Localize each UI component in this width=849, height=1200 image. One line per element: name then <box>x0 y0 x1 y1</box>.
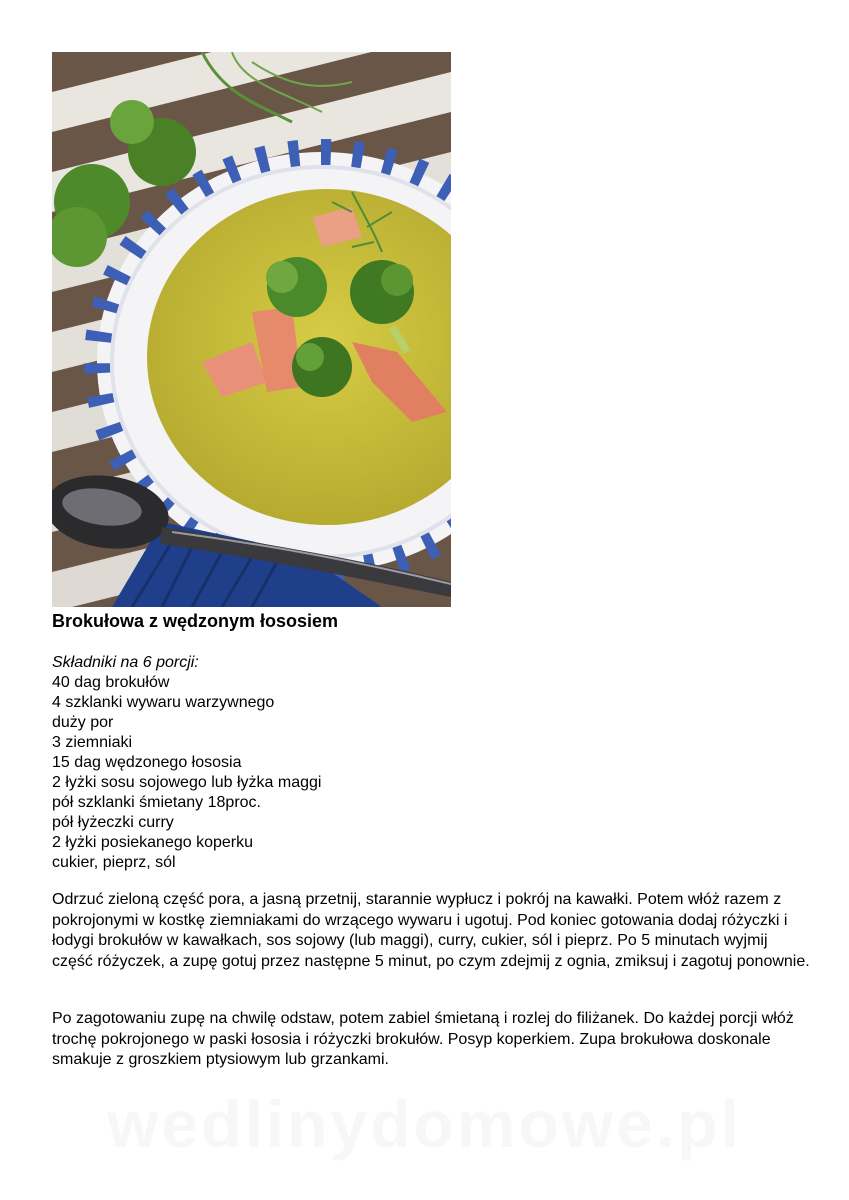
recipe-title: Brokułowa z wędzonym łososiem <box>52 611 339 631</box>
instructions-paragraph-2: Po zagotowaniu zupę na chwilę odstaw, potem zabiel śmietaną i rozlej do filiżanek. Do każdej porcji włóż trochę pokrojonego w paski łososia i różyczki brokułów. Posyp koperkiem. Zupa brokułowa doskonale smakuje z groszkiem ptysiowym lub grzankami. <box>52 1010 794 1068</box>
ingredient-item: 4 szklanki wywaru warzywnego <box>52 694 275 711</box>
ingredient-item: 2 łyżki sosu sojowego lub łyżka maggi <box>52 774 322 791</box>
watermark: wedlinydomowe.pl <box>107 1087 742 1161</box>
ingredient-item: 3 ziemniaki <box>52 734 133 751</box>
ingredients-list <box>52 653 321 873</box>
recipe-photo <box>52 52 451 607</box>
ingredient-item: 15 dag wędzonego łososia <box>52 754 242 771</box>
ingredient-item: pół łyżeczki curry <box>52 814 174 831</box>
instructions-paragraph-1: Odrzuć zieloną część pora, a jasną przetnij, starannie wypłucz i pokrój na kawałki. Potem włóż razem z pokrojonymi w kostkę ziemniakami do wrzącego wywaru i ugotuj. Pod koniec gotowania dodaj różyczki i łodygi brokułów w kawałkach, sos sojowy (lub maggi), curry, cukier, sól i pieprz. Po 5 minutach wyjmij część różyczek, a zupę gotuj przez następne 5 minut, po czym zdejmij z ognia, zmiksuj i zagotuj ponownie. <box>52 891 810 970</box>
ingredient-item: 40 dag brokułów <box>52 674 170 691</box>
ingredient-item: 2 łyżki posiekanego koperku <box>52 834 254 851</box>
ingredient-item: pół szklanki śmietany 18proc. <box>52 794 261 811</box>
ingredient-item: duży por <box>52 714 114 731</box>
ingredients-heading: Składniki na 6 porcji: <box>52 654 199 671</box>
soup-illustration <box>52 52 451 607</box>
ingredient-item: cukier, pieprz, sól <box>52 854 176 871</box>
